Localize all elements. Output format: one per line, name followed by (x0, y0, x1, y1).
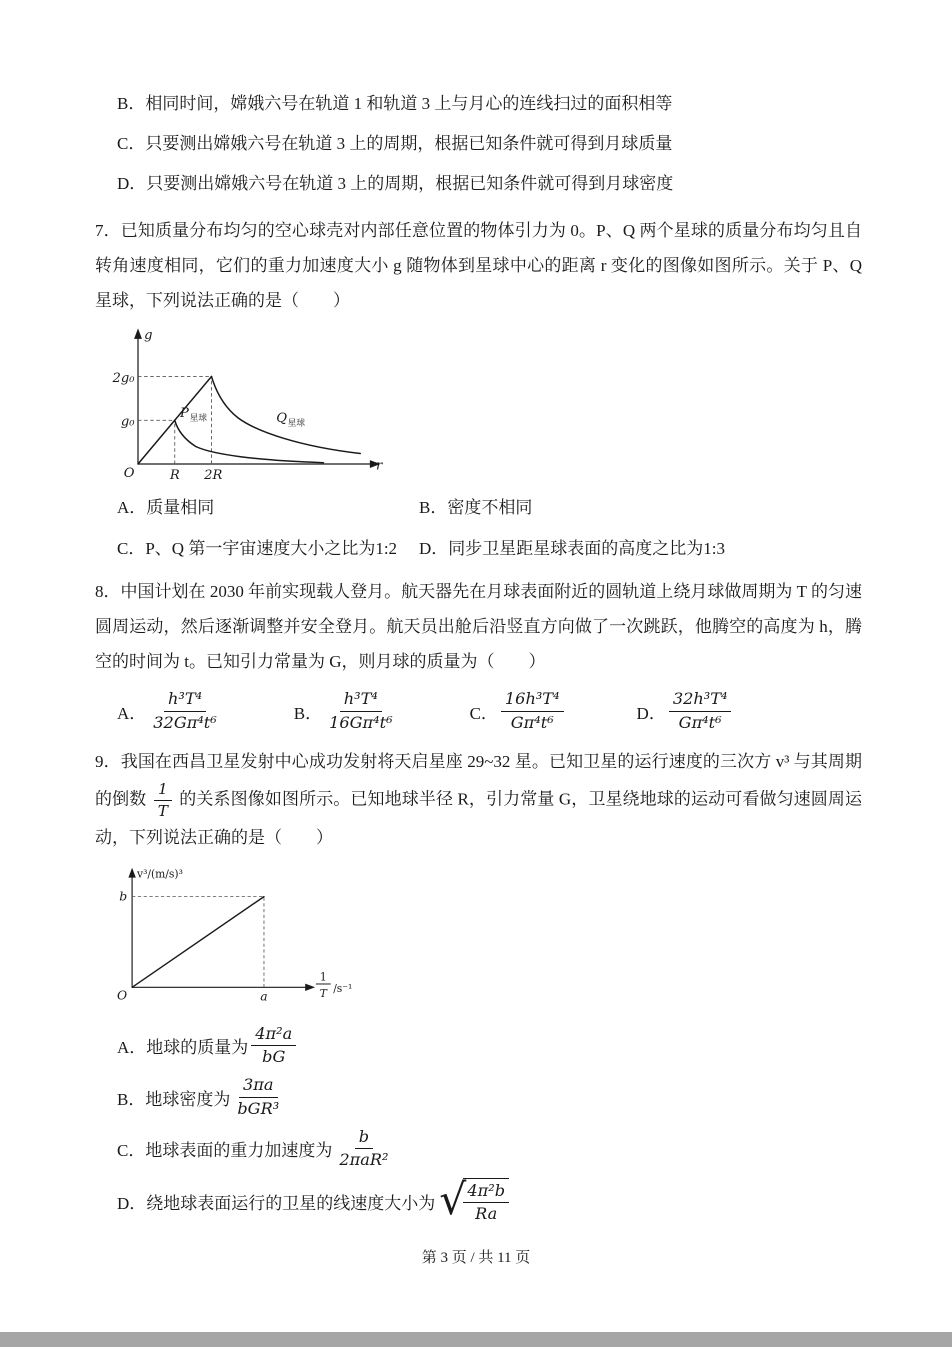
question8-options (117, 689, 862, 732)
option-label: B． (419, 498, 448, 518)
question9 (95, 745, 862, 1225)
y-axis-label: g (144, 328, 153, 344)
fraction: $\frac{\text{h³T⁴}}{\text{16Gπ⁴t⁶}}$ (329, 689, 393, 732)
q7-option-b (419, 492, 862, 524)
q8-option-c (470, 689, 567, 732)
option-text: 只要测出嫦娥六号在轨道 3 上的周期，根据已知条件就可得到月球质量 (145, 133, 673, 153)
option-label: D． (117, 1193, 147, 1213)
origin-label: O (117, 988, 128, 1003)
option-text: P、Q 第一宇宙速度大小之比为1:2 (145, 538, 398, 558)
q9-option-b (117, 1075, 862, 1118)
option-label: C． (117, 133, 146, 153)
stem-text: 的关系图像如图所示。已知地球半径 R，引力常量 G，卫星绕地球的运动可看做匀速圆周运动，下列说法正确的是（ ） (95, 789, 863, 847)
series-P-label-sub: 星球 (189, 413, 208, 424)
x-axis-label-unit: /s⁻¹ (333, 981, 353, 995)
q9-option-a (117, 1024, 862, 1067)
option-label: C． (117, 1140, 146, 1160)
option-label: A． (117, 498, 147, 518)
question9-options (117, 1024, 862, 1225)
q7-option-a (117, 492, 419, 524)
option-text: 地球密度为 (145, 1089, 231, 1109)
fraction: $\frac{b}{\text{2πaR²}}$ (339, 1126, 389, 1169)
radical-sign: √ (439, 1176, 467, 1226)
inline-fraction: $\frac{1}{T}$ (154, 780, 172, 821)
q9-option-d (117, 1178, 862, 1224)
x-tick-R: R (169, 468, 180, 484)
fraction: $\frac{\text{h³T⁴}}{\text{32Gπ⁴t⁶}}$ (153, 689, 217, 732)
option-text: 相同时间，嫦娥六号在轨道 1 和轨道 3 上与月心的连线扫过的面积相等 (145, 94, 673, 113)
option-label: D． (419, 538, 449, 558)
option-text: 密度不相同 (447, 498, 533, 518)
fraction: $\frac{\text{16h³T⁴}}{\text{Gπ⁴t⁶}}$ (501, 689, 564, 732)
y-tick-2g0: 2g₀ (112, 371, 135, 387)
series-Q-label: Q (276, 411, 287, 427)
question7-options (117, 492, 862, 565)
y-axis-arrow (128, 867, 135, 877)
option-label: D． (636, 703, 666, 723)
q6-option-b (117, 84, 862, 124)
fraction: $\frac{3\pi a}{\text{bGR³}}$ (237, 1075, 280, 1118)
question8 (95, 575, 862, 733)
q6-option-d (117, 164, 862, 204)
option-text: 只要测出嫦娥六号在轨道 3 上的周期，根据已知条件就可得到月球密度 (146, 173, 674, 193)
q9-figure (95, 862, 862, 1010)
question7 (95, 214, 862, 565)
page-footer: 第 3 页 / 共 11 页 (421, 1250, 531, 1266)
line-series (132, 896, 264, 987)
x-axis-label-numerator: 1 (319, 970, 327, 984)
q6-option-c (117, 124, 862, 164)
x-axis-label-denominator: T (319, 986, 327, 1000)
fraction: $\frac{\text{32h³T⁴}}{\text{Gπ⁴t⁶}}$ (669, 689, 732, 732)
q8-option-b (294, 689, 400, 732)
x-axis-label: r (376, 458, 383, 474)
question9-stem (95, 745, 862, 856)
option-label: A． (117, 703, 147, 723)
y-tick-b: b (119, 889, 128, 904)
q7-option-c (117, 533, 419, 565)
y-tick-g0: g₀ (120, 414, 135, 430)
y-axis-label: v³/(m/s)³ (137, 867, 183, 881)
option-label: D． (117, 173, 147, 193)
q7-figure (103, 324, 862, 486)
square-root (439, 1178, 509, 1224)
fraction: $\frac{\text{4π²b}}{Ra}$ (463, 1178, 509, 1224)
y-axis-arrow (134, 329, 142, 340)
x-tick-a: a (260, 989, 268, 1004)
option-text: 绕地球表面运行的卫星的线速度大小为 (146, 1193, 436, 1213)
question8-stem: 8．中国计划在 2030 年前实现载人登月。航天器先在月球表面附近的圆轨道上绕月球做周期为 T 的匀速圆周运动，然后逐渐调整并安全登月。航天员出舱后沿竖直方向做了一次跳跃，他腾空的高度为 h，腾空的时间为 t。已知引力常量为 G，则月球的质量为（ ） (95, 581, 862, 671)
series-Q-label-sub: 星球 (287, 418, 306, 429)
option-text: 地球表面的重力加速度为 (145, 1140, 333, 1160)
option-label: B． (117, 94, 146, 113)
option-text: 地球的质量为 (146, 1038, 249, 1058)
q9-graph (95, 862, 367, 1010)
option-label: B． (117, 1089, 146, 1109)
fraction: $\frac{\text{4π²a}}{bG}$ (251, 1024, 296, 1067)
option-text: 同步卫星距星球表面的高度之比为1:3 (448, 538, 726, 558)
x-axis-arrow (305, 983, 315, 990)
question7-stem: 7．已知质量分布均匀的空心球壳对内部任意位置的物体引力为 0。P、Q 两个星球的质量分布均匀且自转角速度相同，它们的重力加速度大小 g 随物体到星球中心的距离 r 变化的图像如图所示。关于 P、Q 星球，下列说法正确的是（ ） (95, 220, 862, 310)
q8-option-d (637, 689, 735, 732)
x-tick-2R: 2R (204, 468, 223, 484)
stem-text: 9．我国在西昌卫星发射中心成功发射将天启星座 29~32 星。已知卫星的运行速度的三次方 v³ 与其周期的倒数 (95, 751, 862, 809)
origin-label: O (123, 466, 135, 482)
series-P-label: P (180, 406, 189, 422)
q8-option-a (117, 689, 224, 732)
option-label: A． (117, 1038, 147, 1058)
q7-graph (103, 324, 383, 486)
option-label: C． (117, 538, 146, 558)
q9-option-c (117, 1127, 862, 1170)
q7-option-d (419, 533, 862, 565)
option-label: C． (469, 703, 498, 723)
option-label: B． (293, 703, 323, 723)
option-text: 质量相同 (146, 498, 215, 518)
page-gap (0, 1332, 952, 1347)
question6-options (95, 84, 862, 204)
